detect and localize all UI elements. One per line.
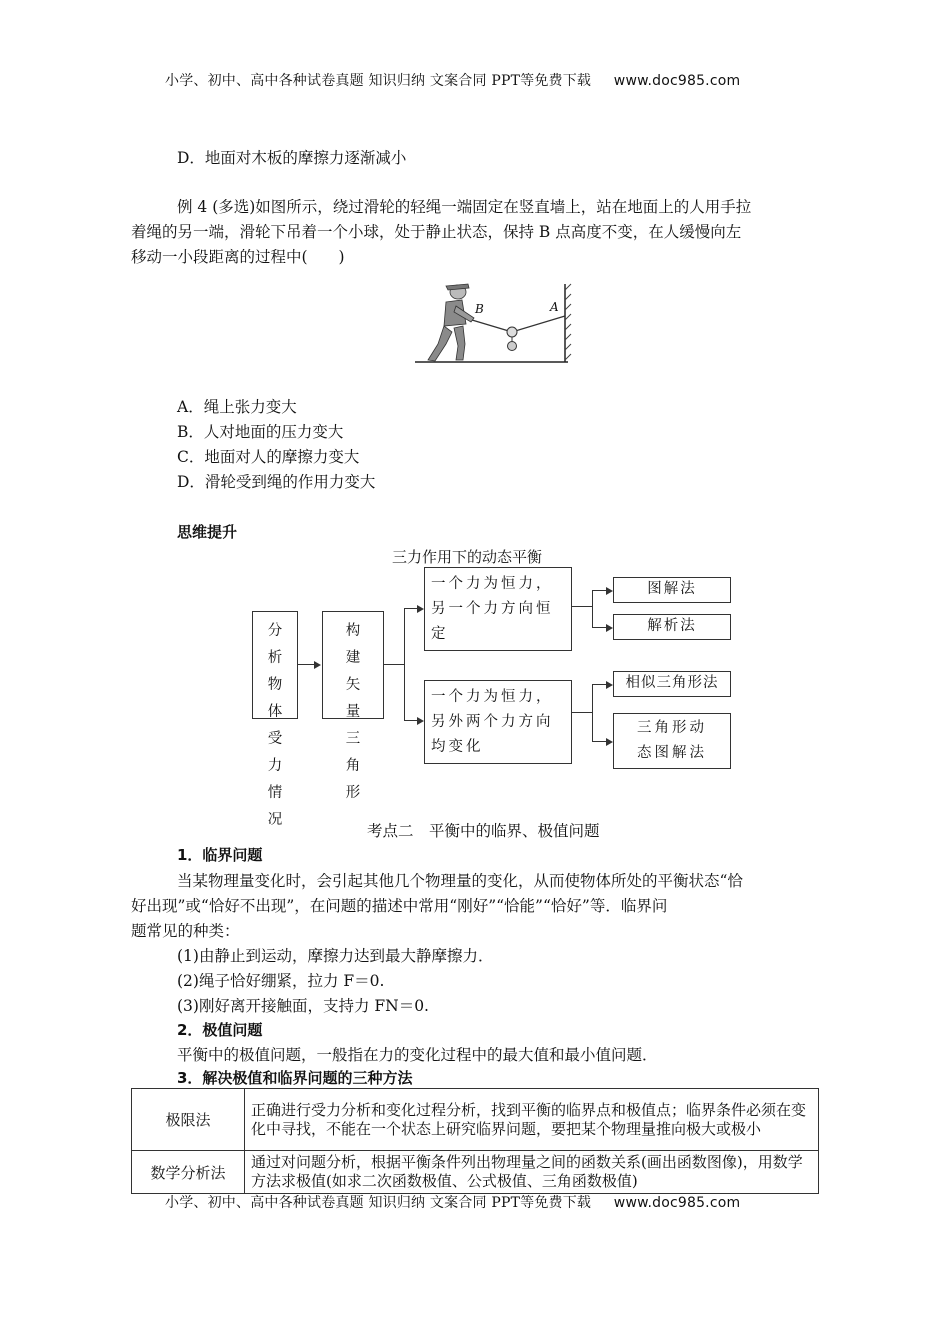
option-b: B．人对地面的压力变大 xyxy=(177,423,344,441)
arrow-to-dynamic xyxy=(606,738,613,746)
box-build-text: 构建矢量三角形 xyxy=(345,623,361,801)
example-line-1: 例 4 (多选)如图所示，绕过滑轮的轻绳一端固定在竖直墙上，站在地面上的人用手拉 xyxy=(177,198,752,216)
page-header xyxy=(165,70,740,90)
box-dynamic-diagram xyxy=(613,713,731,769)
box-case-1-line-1: 一个力为恒力， xyxy=(431,576,554,592)
connector-to-case-2 xyxy=(404,720,417,721)
box-case-2-line-1: 一个力为恒力， xyxy=(431,689,554,705)
critical-item-3: (3)刚好离开接触面，支持力 FN＝0. xyxy=(177,997,429,1015)
critical-item-2: (2)绳子恰好绷紧，拉力 F＝0. xyxy=(177,972,385,990)
box-build xyxy=(322,611,384,801)
box-graphic-method xyxy=(613,577,731,603)
connector-to-dynamic xyxy=(592,741,606,742)
box-case-1-line-3: 定 xyxy=(431,626,449,642)
thinking-heading: 思维提升 xyxy=(177,523,238,541)
connector-case2-vertical xyxy=(592,684,593,741)
method-name: 数学分析法 xyxy=(132,1151,245,1194)
arrow-to-case-1 xyxy=(417,605,424,613)
prev-option-d: D．地面对木板的摩擦力逐渐减小 xyxy=(177,149,407,167)
connector-to-analytic xyxy=(592,627,606,628)
heading-critical: 1．临界问题 xyxy=(177,846,263,864)
box-similar-triangle xyxy=(613,671,731,697)
critical-item-1: (1)由静止到运动，摩擦力达到最大静摩擦力． xyxy=(177,947,494,965)
figure-label-b: B xyxy=(475,302,484,316)
connector-case2-split xyxy=(572,712,592,713)
box-similar-triangle-text: 相似三角形法 xyxy=(625,675,719,691)
box-case-2-line-2: 另外两个力方向 xyxy=(431,714,554,730)
option-d: D．滑轮受到绳的作用力变大 xyxy=(177,473,376,491)
header-text: 小学、初中、高中各种试卷真题 知识归纳 文案合同 PPT等免费下载 xyxy=(165,73,592,89)
arrow-to-similar xyxy=(606,681,613,689)
methods-table xyxy=(131,1088,819,1194)
section-title: 考点二 平衡中的临界、极值问题 xyxy=(367,822,600,840)
box-case-1 xyxy=(424,567,572,651)
connector-analyze-build xyxy=(298,664,314,665)
pulley-figure-svg xyxy=(410,280,580,370)
heading-extreme: 2．极值问题 xyxy=(177,1021,263,1039)
method-desc: 正确进行受力分析和变化过程分析，找到平衡的临界点和极值点；临界条件必须在变化中寻找，不能在一个状态上研究临界问题，要把某个物理量推向极大或极小 xyxy=(245,1089,819,1151)
connector-to-graphic xyxy=(592,590,606,591)
arrow-analyze-build xyxy=(314,661,321,669)
box-analytic-method xyxy=(613,614,731,640)
box-case-2-line-3: 均变化 xyxy=(431,739,484,755)
method-desc: 通过对问题分析，根据平衡条件列出物理量之间的函数关系(画出函数图像)，用数学方法求极值(如求二次函数极值、公式极值、三角函数极值) xyxy=(245,1151,819,1194)
page-footer xyxy=(165,1192,740,1212)
option-c: C．地面对人的摩擦力变大 xyxy=(177,448,360,466)
connector-to-similar xyxy=(592,684,606,685)
box-case-1-line-2: 另一个力方向恒 xyxy=(431,601,554,617)
table-row xyxy=(132,1151,819,1194)
connector-to-case-1 xyxy=(404,608,417,609)
header-site[interactable]: www.doc985.com xyxy=(613,73,741,89)
critical-para-line-3: 题常见的种类： xyxy=(131,922,240,940)
critical-para-line-2: 好出现”或“恰好不出现”，在问题的描述中常用“刚好”“恰能”“恰好”等．临界问 xyxy=(131,897,668,915)
footer-site[interactable]: www.doc985.com xyxy=(613,1195,741,1211)
box-analyze-text: 分析物体受力情况 xyxy=(267,623,283,828)
example-line-2: 着绳的另一端，滑轮下吊着一个小球，处于静止状态，保持 B 点高度不变，在人缓慢向左 xyxy=(131,223,742,241)
figure-label-a: A xyxy=(550,300,559,314)
box-dynamic-diagram-line-1: 三角形动 xyxy=(637,720,707,736)
connector-split-vertical xyxy=(404,608,405,720)
box-analytic-method-text: 解析法 xyxy=(647,618,697,634)
option-a: A．绳上张力变大 xyxy=(177,398,297,416)
box-graphic-method-text: 图解法 xyxy=(647,581,697,597)
connector-build-split xyxy=(384,664,404,665)
box-dynamic-diagram-line-2: 态图解法 xyxy=(637,745,707,761)
example-line-3: 移动一小段距离的过程中( ) xyxy=(131,248,345,266)
connector-case1-split xyxy=(572,606,592,607)
arrow-to-graphic xyxy=(606,587,613,595)
connector-case1-vertical xyxy=(592,590,593,627)
method-name: 极限法 xyxy=(132,1089,245,1151)
critical-para-line-1: 当某物理量变化时，会引起其他几个物理量的变化，从而使物体所处的平衡状态“恰 xyxy=(177,872,743,890)
heading-methods: 3．解决极值和临界问题的三种方法 xyxy=(177,1069,413,1087)
box-analyze xyxy=(252,611,298,828)
footer-text: 小学、初中、高中各种试卷真题 知识归纳 文案合同 PPT等免费下载 xyxy=(165,1195,592,1211)
table-row xyxy=(132,1089,819,1151)
arrow-to-case-2 xyxy=(417,717,424,725)
arrow-to-analytic xyxy=(606,624,613,632)
extreme-para: 平衡中的极值问题，一般指在力的变化过程中的最大值和最小值问题． xyxy=(177,1046,658,1064)
flowchart-title: 三力作用下的动态平衡 xyxy=(392,548,543,566)
box-case-2 xyxy=(424,680,572,764)
pulley-figure xyxy=(410,280,580,374)
